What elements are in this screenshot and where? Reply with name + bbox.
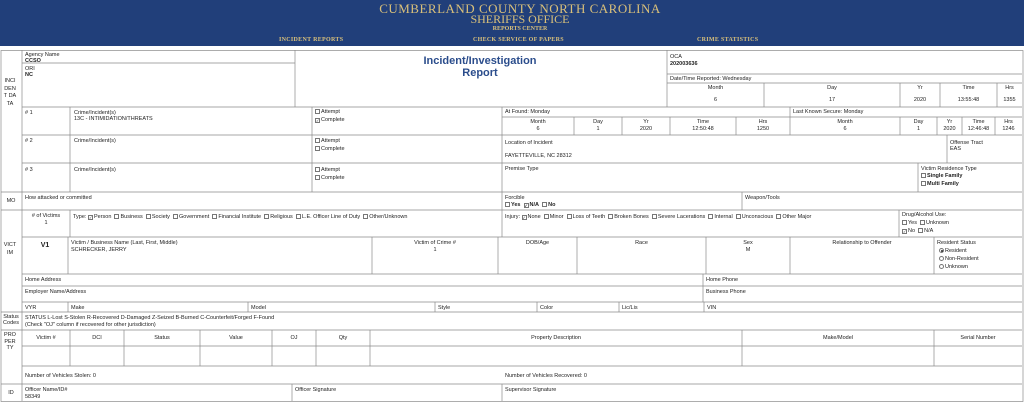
injury-label: Injury: <box>505 214 520 220</box>
victim-residence-label: Victim Residence Type <box>921 166 977 172</box>
victim-of-crime-label: Victim of Crime # <box>414 240 456 246</box>
type-society-label: Society <box>151 214 170 220</box>
oca-label: OCA <box>670 54 682 60</box>
vin-label: VIN <box>707 305 717 311</box>
single-family-option[interactable] <box>921 173 962 179</box>
attempt-label: Attempt <box>321 167 340 173</box>
single-family-label: Single Family <box>927 173 963 179</box>
reported-yr-label: Yr <box>917 85 923 91</box>
reported-yr-value: 2020 <box>913 97 927 103</box>
sex-value: M <box>745 247 751 253</box>
col-victim-no: Victim # <box>36 335 56 341</box>
single-family-checkbox[interactable] <box>921 173 926 178</box>
style-label: Style <box>438 305 451 311</box>
nav-crime-statistics[interactable]: CRIME STATISTICS <box>697 37 759 43</box>
victim-side-label: VICTIM <box>3 242 17 256</box>
type-religious-label: Religious <box>270 214 293 220</box>
found-month-label: Month <box>530 119 546 125</box>
lic-label: Lic/Lis <box>622 305 638 311</box>
complete-label: Complete <box>321 175 345 181</box>
nav-incident-reports[interactable]: INCIDENT REPORTS <box>279 37 344 43</box>
crime-2-label: Crime/Incident(s) <box>74 138 116 144</box>
reports-center-title: REPORTS CENTER <box>492 26 548 32</box>
drug-row-1 <box>902 220 949 226</box>
crime-2-attempt-checkbox[interactable] <box>315 138 320 143</box>
crime-2-complete[interactable] <box>315 146 345 152</box>
officer-name-label: Officer Name/ID# <box>25 387 68 393</box>
victim-type-label: Type: <box>73 214 87 220</box>
type-le-officer-checkbox[interactable] <box>296 214 301 219</box>
report-title-line1: Incident/Investigation <box>423 55 537 67</box>
home-phone-label: Home Phone <box>706 277 739 283</box>
type-society-checkbox[interactable] <box>146 214 151 219</box>
type-business-label: Business <box>120 214 143 220</box>
complete-label: Complete <box>321 146 345 152</box>
type-le-officer-label: L.E. Officer Line of Duty <box>301 214 361 220</box>
found-yr-label: Yr <box>643 119 649 125</box>
offense-tract-value: EAS <box>950 146 962 152</box>
resident-radio[interactable] <box>939 248 944 253</box>
at-found-label: At Found: Monday <box>505 109 550 115</box>
secure-day-label: Day <box>913 119 924 125</box>
injury-lacerations-checkbox[interactable] <box>652 214 657 219</box>
multi-family-checkbox[interactable] <box>921 181 926 186</box>
reported-month-label: Month <box>707 85 724 91</box>
color-label: Color <box>540 305 554 311</box>
crime-1-attempt[interactable] <box>315 109 340 115</box>
vehicles-stolen: Number of Vehicles Stolen: 0 <box>25 373 96 379</box>
crime-1-complete[interactable] <box>315 117 345 123</box>
vehicles-recovered: Number of Vehicles Recovered: 0 <box>505 373 587 379</box>
last-known-secure-label: Last Known Secure: Monday <box>793 109 864 115</box>
injury-bones-checkbox[interactable] <box>608 214 613 219</box>
attempt-label: Attempt <box>321 138 340 144</box>
forcible-yes-label: Yes <box>511 202 521 208</box>
relationship-label: Relationship to Offender <box>832 240 892 246</box>
victim-name-label: Victim / Business Name (Last, First, Middle) <box>71 240 178 246</box>
make-label: Make <box>71 305 85 311</box>
col-dci: DCI <box>92 335 102 341</box>
crime-1-label: Crime/Incident(s) <box>74 110 116 116</box>
found-hrs-value: 1250 <box>756 126 770 132</box>
injury-none-checkbox[interactable] <box>522 215 527 220</box>
how-attacked-label: How attacked or committed <box>25 195 92 201</box>
officer-id-value: 58349 <box>25 394 41 400</box>
status-codes-line1: STATUS L-Lost S-Stolen R-Recovered D-Damaged Z-Seized B-Burned C-Counterfeit/Forged F-Found <box>25 315 275 321</box>
crime-1-value: 13C - INTIMIDATION/THREATS <box>74 116 153 122</box>
crime-1-complete-checkbox[interactable] <box>315 118 320 123</box>
agency-name-value: CCSO <box>25 58 41 64</box>
secure-time-value: 12:46:48 <box>967 126 990 132</box>
type-financial-checkbox[interactable] <box>212 214 217 219</box>
non-resident-option[interactable] <box>939 256 979 262</box>
forcible-no-checkbox[interactable] <box>542 202 547 207</box>
type-financial-label: Financial Institute <box>218 214 262 220</box>
officer-signature-label: Officer Signature <box>295 387 337 393</box>
county-title: CUMBERLAND COUNTY NORTH CAROLINA <box>379 1 661 16</box>
secure-month-value: 6 <box>843 126 847 132</box>
agency-name-label: Agency Name <box>25 52 60 58</box>
unknown-resident-option[interactable] <box>939 264 968 270</box>
oca-value: 202003636 <box>670 61 698 67</box>
non-resident-radio[interactable] <box>939 256 944 261</box>
date-reported-label: Date/Time Reported: Wednesday <box>670 76 752 82</box>
injury-lacerations-label: Severe Lacerations <box>657 214 706 220</box>
forcible-na-label: N/A <box>529 202 540 208</box>
ori-label: ORI <box>25 66 35 72</box>
drug-na-label: N/A <box>924 228 934 234</box>
property-side-label: PROPERTY <box>4 332 16 352</box>
unknown-resident-radio[interactable] <box>939 264 944 269</box>
injury-internal-label: Internal <box>714 214 733 220</box>
dob-age-label: DOB/Age <box>525 240 550 246</box>
crime-3-attempt[interactable] <box>315 167 340 173</box>
non-resident-label: Non-Resident <box>945 256 979 262</box>
reported-month-value: 6 <box>713 97 718 103</box>
found-yr-value: 2020 <box>639 126 653 132</box>
site-banner <box>0 0 1024 46</box>
victim-of-crime-value: 1 <box>433 247 437 253</box>
race-label: Race <box>635 240 648 246</box>
reported-day-value: 17 <box>828 97 836 103</box>
forcible-label: Forcible <box>505 195 525 201</box>
injury-unconscious-label: Unconscious <box>741 214 774 220</box>
id-side-label: ID <box>8 390 14 396</box>
complete-label: Complete <box>321 117 345 123</box>
drug-no-label: No <box>908 228 916 234</box>
sex-label: Sex <box>743 240 753 246</box>
injury-teeth-label: Loss of Teeth <box>572 214 606 220</box>
forcible-yes-checkbox[interactable] <box>505 202 510 207</box>
victim-count-label: # of Victims <box>31 213 61 219</box>
crime-3-complete[interactable] <box>315 175 345 181</box>
location-value: FAYETTEVILLE, NC 28312 <box>505 153 572 159</box>
injury-other-checkbox[interactable] <box>776 214 781 219</box>
status-codes-side-label: Status Codes <box>3 314 19 326</box>
crime-3-complete-checkbox[interactable] <box>315 175 320 180</box>
col-property-description: Property Description <box>531 335 581 341</box>
multi-family-label: Multi Family <box>927 181 959 187</box>
col-make-model: Make/Model <box>823 335 853 341</box>
type-other-label: Other/Unknown <box>369 214 408 220</box>
forcible-no-label: No <box>548 202 556 208</box>
unknown-resident-label: Unknown <box>945 264 968 270</box>
injury-minor-label: Minor <box>549 214 564 220</box>
premise-type-label: Premise Type <box>505 166 539 172</box>
injury-unconscious-checkbox[interactable] <box>736 214 741 219</box>
reported-hrs-value: 1355 <box>1003 97 1016 103</box>
incident-data-side-label: INCIDENT DATA <box>3 78 17 107</box>
attempt-label: Attempt <box>321 109 340 115</box>
drug-na-checkbox[interactable] <box>918 228 923 233</box>
injury-other-label: Other Major <box>782 214 812 220</box>
col-serial-number: Serial Number <box>960 335 996 341</box>
injury-minor-checkbox[interactable] <box>544 214 549 219</box>
found-day-label: Day <box>593 119 603 125</box>
type-person-label: Person <box>93 214 112 220</box>
forcible-options <box>505 202 555 208</box>
type-other-checkbox[interactable] <box>363 214 368 219</box>
injury-bones-label: Broken Bones <box>614 214 649 220</box>
vyr-label: VYR <box>25 305 37 311</box>
forcible-na-checkbox[interactable] <box>524 203 529 208</box>
crime-2-number: # 2 <box>25 138 33 144</box>
drug-unknown-label: Unknown <box>926 220 949 226</box>
location-label: Location of Incident <box>505 140 553 146</box>
type-person-checkbox[interactable] <box>88 215 93 220</box>
mo-side-label: MO <box>6 198 16 204</box>
injury-none-label: None <box>527 214 541 220</box>
col-oj: OJ <box>290 335 298 341</box>
crime-3-attempt-checkbox[interactable] <box>315 167 320 172</box>
type-religious-checkbox[interactable] <box>264 214 269 219</box>
secure-day-value: 1 <box>916 126 921 132</box>
resident-label: Resident <box>945 248 967 254</box>
secure-time-label: Time <box>972 119 985 125</box>
col-qty: Qty <box>338 335 348 341</box>
secure-month-label: Month <box>837 119 853 125</box>
resident-option[interactable] <box>939 248 967 254</box>
drug-unknown-checkbox[interactable] <box>920 220 925 225</box>
secure-hrs-value: 1246 <box>1002 126 1015 132</box>
victim-name-value: SCHRECKER, JERRY <box>71 247 127 253</box>
crime-1-number: # 1 <box>25 110 33 116</box>
victim-id: V1 <box>40 242 50 249</box>
business-phone-label: Business Phone <box>706 289 746 295</box>
secure-yr-label: Yr <box>946 119 953 125</box>
found-hrs-label: Hrs <box>758 119 768 125</box>
drug-yes-checkbox[interactable] <box>902 220 907 225</box>
supervisor-signature-label: Supervisor Signature <box>505 387 557 393</box>
crime-2-attempt[interactable] <box>315 138 340 144</box>
crime-3-number: # 3 <box>25 167 33 173</box>
reported-time-label: Time <box>962 85 975 91</box>
home-address-label: Home Address <box>25 277 62 283</box>
status-codes-line2: (Check "OJ" column if recovered for other jurisdiction) <box>25 322 156 328</box>
drug-row-2 <box>902 228 933 234</box>
drug-alcohol-label: Drug/Alcohol Use: <box>902 212 947 218</box>
injury-options <box>505 214 811 220</box>
multi-family-option[interactable] <box>921 181 959 187</box>
injury-teeth-checkbox[interactable] <box>567 214 572 219</box>
drug-no-checkbox[interactable] <box>902 229 907 234</box>
type-business-checkbox[interactable] <box>114 214 119 219</box>
victim-count-value: 1 <box>44 220 48 226</box>
office-title: SHERIFFS OFFICE <box>470 12 570 26</box>
reported-hrs-label: Hrs <box>1005 85 1014 91</box>
col-value: Value <box>229 335 243 341</box>
offense-tract-label: Offense Tract <box>950 140 983 146</box>
col-status: Status <box>154 335 170 341</box>
found-month-value: 6 <box>536 126 540 132</box>
victim-type-options <box>73 214 407 220</box>
crime-2-complete-checkbox[interactable] <box>315 146 320 151</box>
resident-status-label: Resident Status <box>937 240 976 246</box>
found-day-value: 1 <box>596 126 600 132</box>
reported-day-label: Day <box>827 85 837 91</box>
nav-check-service[interactable]: CHECK SERVICE OF PAPERS <box>473 37 564 43</box>
type-government-label: Government <box>178 214 210 220</box>
weapon-tools-label: Weapon/Tools <box>745 195 780 201</box>
drug-yes-label: Yes <box>908 220 917 226</box>
reported-time-value: 13:55:48 <box>957 97 980 103</box>
report-title-line2: Report <box>462 67 498 79</box>
crime-3-label: Crime/Incident(s) <box>74 167 116 173</box>
ori-value: NC <box>25 72 33 78</box>
incident-report-form <box>0 50 1024 402</box>
model-label: Model <box>251 305 266 311</box>
employer-label: Employer Name/Address <box>25 289 87 295</box>
secure-yr-value: 2020 <box>943 126 956 132</box>
secure-hrs-label: Hrs <box>1004 119 1013 125</box>
crime-1-attempt-checkbox[interactable] <box>315 109 320 114</box>
type-government-checkbox[interactable] <box>173 214 178 219</box>
injury-internal-checkbox[interactable] <box>708 214 713 219</box>
found-time-label: Time <box>696 119 710 125</box>
found-time-value: 12:50:48 <box>692 126 714 132</box>
